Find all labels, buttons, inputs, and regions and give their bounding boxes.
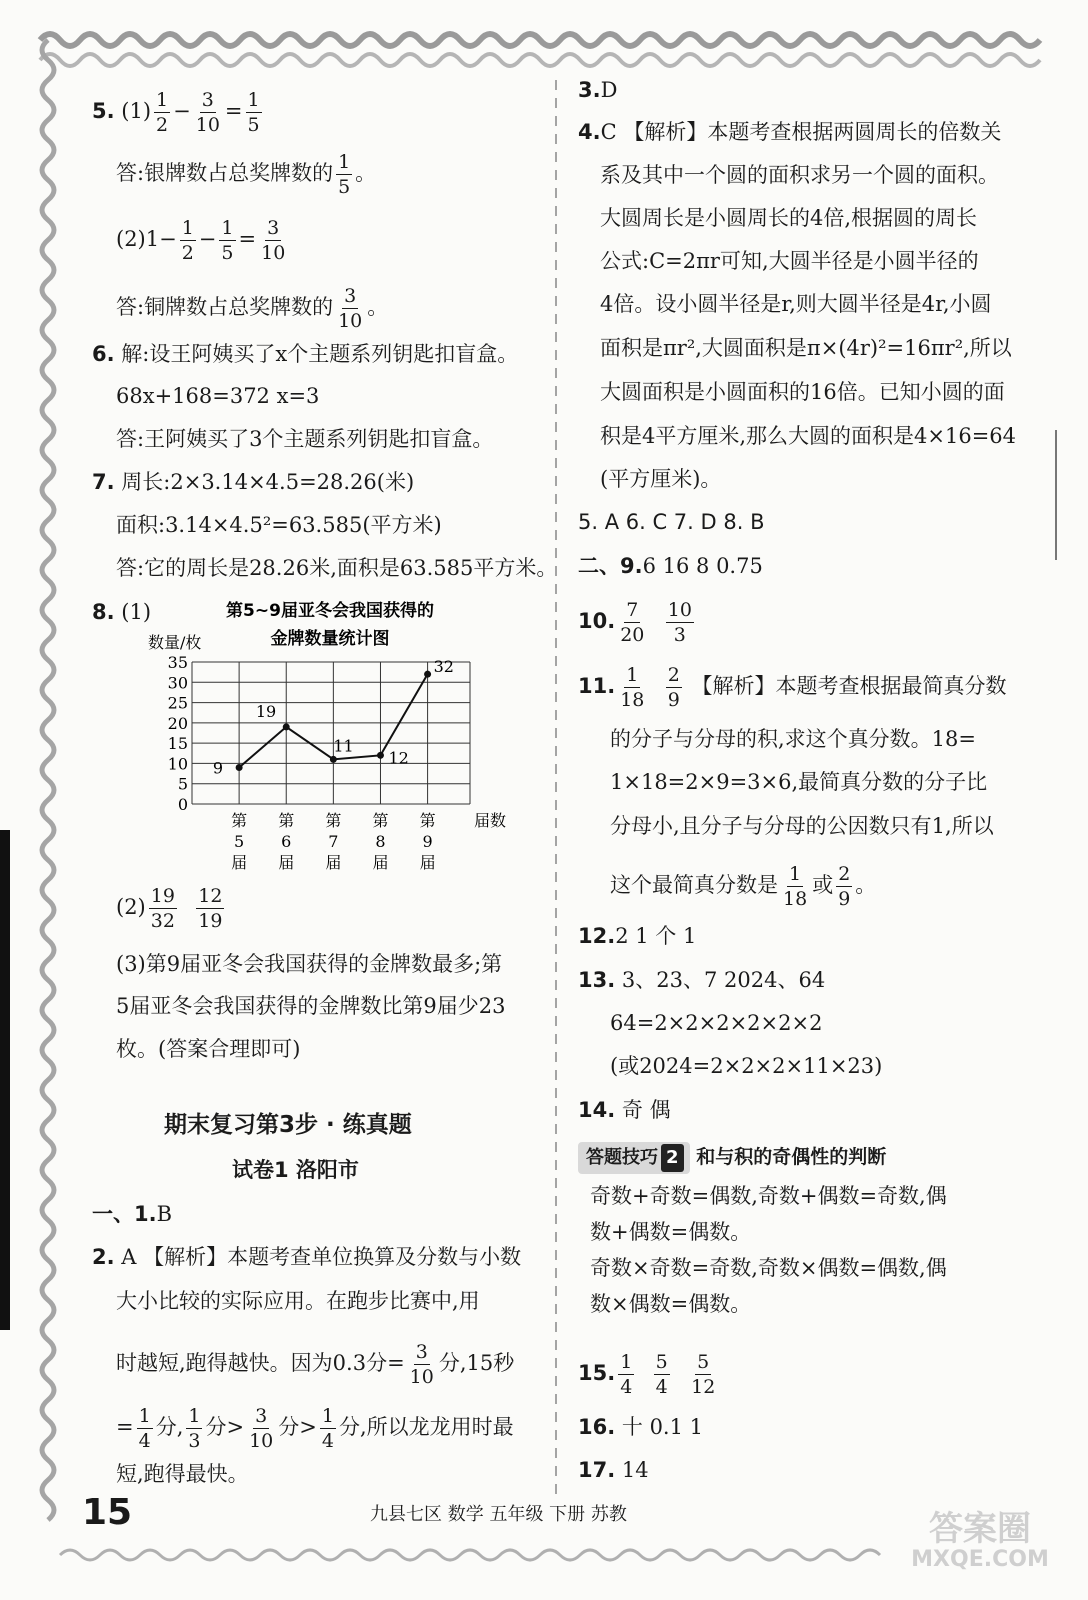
q4-line6: 面积是πr²,大圆面积是π×(4r)²=16πr²,所以 bbox=[600, 336, 1012, 360]
q4-line8: 积是4平方厘米,那么大圆的面积是4×16=64 bbox=[600, 424, 1017, 448]
fraction: $\frac{5}{4}$ bbox=[655, 1351, 668, 1398]
x-tick-label: 7 bbox=[328, 832, 339, 851]
q2-line4: = $\frac{1}{4}$ 分, $\frac{1}{3}$ 分> $\frac{3}{10}$ 分> $\frac{1}{4}$ 分,所以龙龙用时最 bbox=[116, 1405, 514, 1452]
fraction: $\frac{10}{3}$ bbox=[667, 599, 692, 646]
q2-line5: 短,跑得最快。 bbox=[116, 1462, 249, 1486]
tip-title: 和与积的奇偶性的判断 bbox=[696, 1146, 887, 1168]
q11-line4: 分母小,且分子与分母的公因数只有1,所以 bbox=[610, 814, 994, 838]
q5-8-answers: 5. A 6. C 7. D 8. B bbox=[578, 510, 765, 534]
tip-header bbox=[578, 1142, 886, 1174]
fraction: $\frac{5}{12}$ bbox=[691, 1351, 716, 1398]
x-tick-label: 届 bbox=[372, 853, 389, 872]
data-label: 11 bbox=[333, 736, 354, 756]
fraction: $\frac{1}{3}$ bbox=[188, 1405, 201, 1452]
y-tick-label: 35 bbox=[167, 653, 188, 672]
fraction: $\frac{3}{10}$ bbox=[261, 217, 286, 264]
q12: 12.2 1 个 1 bbox=[578, 924, 697, 948]
s1-q1: 一、1.B bbox=[92, 1202, 173, 1226]
y-tick-label: 20 bbox=[167, 713, 188, 733]
data-label: 9 bbox=[212, 758, 224, 778]
page-number: 15 bbox=[82, 1492, 133, 1533]
fraction: $\frac{2}{9}$ bbox=[838, 863, 851, 910]
q8-part3-line3: 枚。(答案合理即可) bbox=[116, 1037, 301, 1061]
y-tick-label: 5 bbox=[177, 774, 188, 794]
q5-part1-label: (1) bbox=[121, 99, 152, 123]
q4-line3: 大圆周长是小圆周长的4倍,根据圆的周长 bbox=[600, 206, 978, 230]
q7-line3: 答:它的周长是28.26米,面积是63.585平方米。 bbox=[116, 556, 558, 580]
fraction: $\frac{1}{4}$ bbox=[138, 1405, 151, 1452]
fraction: $\frac{1}{18}$ bbox=[783, 863, 808, 910]
q7-number: 7. bbox=[92, 470, 115, 494]
fraction: $\frac{2}{9}$ bbox=[667, 664, 680, 711]
fraction: $\frac{1}{5}$ bbox=[338, 151, 351, 198]
q2-line3: 时越短,跑得越快。因为0.3分= $\frac{3}{10}$ 分,15秒 bbox=[116, 1341, 515, 1388]
fraction: $\frac{3}{10}$ bbox=[249, 1405, 274, 1452]
chart-title: 第5~9届亚冬会我国获得的 bbox=[226, 601, 434, 621]
q5-number: 5. bbox=[92, 99, 115, 123]
q10: 10. $\frac{7}{20}$ $\frac{10}{3}$ bbox=[578, 599, 692, 646]
q11-line1: 11. $\frac{1}{18}$ $\frac{2}{9}$ 【解析】本题考查根据最简真分数 bbox=[578, 664, 1007, 711]
x-tick-label: 第 bbox=[372, 811, 389, 830]
q4-line2: 系及其中一个圆的面积求另一个圆的面积。 bbox=[600, 163, 999, 187]
q2-line1: 2. A 【解析】本题考查单位换算及分数与小数 bbox=[92, 1245, 522, 1269]
q11-line2: 的分子与分母的积,求这个真分数。18= bbox=[610, 727, 976, 751]
q15: 15. $\frac{1}{4}$ $\frac{5}{4}$ $\frac{5}{12}$ bbox=[578, 1351, 716, 1398]
s2-q9: 二、9.6 16 8 0.75 bbox=[578, 554, 763, 578]
q13-line3: (或2024=2×2×2×11×23) bbox=[610, 1054, 883, 1078]
x-tick-label: 届 bbox=[325, 853, 342, 872]
x-tick-label: 第 bbox=[231, 811, 248, 830]
q13-line2: 64=2×2×2×2×2×2 bbox=[610, 1011, 823, 1035]
section-title: 期末复习第3步 · 练真题 bbox=[164, 1112, 412, 1138]
q3: 3.D bbox=[578, 78, 618, 102]
fraction: $\frac{1}{5}$ bbox=[247, 89, 260, 136]
q11-line3: 1×18=2×9=3×6,最简真分数的分子比 bbox=[610, 770, 988, 794]
tip-badge: 答题技巧 2 bbox=[578, 1142, 690, 1174]
x-tick-label: 届 bbox=[278, 853, 295, 872]
fraction: $\frac{3}{10}$ bbox=[409, 1341, 434, 1388]
x-tick-label: 第 bbox=[278, 811, 295, 830]
watermark: 答案圈 MXQE.COM bbox=[911, 1509, 1049, 1572]
q8-part3-line1: (3)第9届亚冬会我国获得的金牌数最多;第 bbox=[116, 952, 503, 976]
fraction: $\frac{1}{2}$ bbox=[181, 217, 194, 264]
x-tick-label: 5 bbox=[234, 832, 245, 851]
q8-part1: 8. (1) bbox=[92, 600, 152, 624]
tip-line4: 数×偶数=偶数。 bbox=[590, 1292, 752, 1316]
q6-line3: 答:王阿姨买了3个主题系列钥匙扣盲盒。 bbox=[116, 427, 494, 451]
chart-xlabel: 届数 bbox=[474, 811, 507, 830]
tip-line3: 奇数×奇数=奇数,奇数×偶数=偶数,偶 bbox=[590, 1256, 947, 1280]
q6-line1: 6. 解:设王阿姨买了x个主题系列钥匙扣盲盒。 bbox=[92, 342, 519, 366]
q7-line2: 面积:3.14×4.5²=63.585(平方米) bbox=[116, 513, 442, 537]
fraction: $\frac{12}{19}$ bbox=[198, 885, 223, 932]
data-point bbox=[424, 671, 431, 678]
tip-line1: 奇数+奇数=偶数,奇数+偶数=奇数,偶 bbox=[590, 1184, 947, 1208]
x-tick-label: 第 bbox=[325, 811, 342, 830]
y-tick-label: 15 bbox=[167, 734, 188, 754]
q14: 14. 奇 偶 bbox=[578, 1098, 671, 1122]
paper-title: 试卷1 洛阳市 bbox=[232, 1158, 359, 1182]
q5-answer1: 答:银牌数占总奖牌数的 $\frac{1}{5}$ 。 bbox=[116, 151, 377, 198]
gold-medal-line-chart bbox=[140, 596, 520, 872]
fraction: $\frac{3}{10}$ bbox=[338, 285, 363, 332]
data-label: 32 bbox=[433, 657, 454, 677]
q6-number: 6. bbox=[92, 342, 115, 366]
fraction: $\frac{1}{4}$ bbox=[620, 1351, 633, 1398]
y-tick-label: 10 bbox=[167, 754, 188, 774]
tip-line2: 数+偶数=偶数。 bbox=[590, 1220, 752, 1244]
q4-line9: (平方厘米)。 bbox=[600, 467, 722, 491]
q8-part2: (2) $\frac{19}{32}$ $\frac{12}{19}$ bbox=[116, 885, 223, 932]
y-tick-label: 25 bbox=[167, 693, 188, 713]
q4-line5: 4倍。设小圆半径是r,则大圆半径是4r,小圆 bbox=[600, 292, 992, 316]
x-tick-label: 届 bbox=[231, 853, 248, 872]
data-label: 12 bbox=[388, 748, 409, 768]
q17: 17. 14 bbox=[578, 1458, 649, 1482]
fraction: $\frac{7}{20}$ bbox=[620, 599, 645, 646]
data-label: 19 bbox=[255, 701, 277, 721]
data-point bbox=[283, 723, 290, 730]
q5-answer2: 答:铜牌数占总奖牌数的 $\frac{3}{10}$ 。 bbox=[116, 285, 389, 332]
q5-part2: (2)1− $\frac{1}{2}$ − $\frac{1}{5}$ = $\frac{3}{10}$ bbox=[116, 217, 286, 264]
footer-text: 九县七区 数学 五年级 下册 苏教 bbox=[370, 1504, 627, 1525]
q4-line4: 公式:C=2πr可知,大圆半径是小圆半径的 bbox=[600, 249, 979, 273]
fraction: $\frac{3}{10}$ bbox=[195, 89, 220, 136]
q8-part3-line2: 5届亚冬会我国获得的金牌数比第9届少23 bbox=[116, 994, 506, 1018]
q4-number: 4. bbox=[578, 120, 601, 144]
y-tick-label: 30 bbox=[167, 673, 188, 693]
q2-line2: 大小比较的实际应用。在跑步比赛中,用 bbox=[116, 1289, 480, 1313]
q4-line7: 大圆面积是小圆面积的16倍。已知小圆的面 bbox=[600, 380, 1005, 404]
fraction: $\frac{1}{5}$ bbox=[221, 217, 234, 264]
y-tick-label: 0 bbox=[177, 795, 188, 814]
x-tick-label: 8 bbox=[375, 832, 386, 851]
data-point bbox=[377, 752, 384, 759]
data-point bbox=[330, 756, 337, 763]
q6-line2: 68x+168=372 x=3 bbox=[116, 384, 320, 408]
q4-line1: 4.C 【解析】本题考查根据两圆周长的倍数关 bbox=[578, 120, 1002, 144]
fraction: $\frac{19}{32}$ bbox=[150, 885, 175, 932]
data-point bbox=[236, 764, 243, 771]
fraction: $\frac{1}{2}$ bbox=[156, 89, 169, 136]
x-tick-label: 届 bbox=[419, 853, 436, 872]
x-tick-label: 第 bbox=[419, 811, 436, 830]
q11-line5: 这个最简真分数是 $\frac{1}{18}$ 或 $\frac{2}{9}$ 。 bbox=[610, 863, 877, 910]
fraction: $\frac{1}{18}$ bbox=[620, 664, 645, 711]
chart-ylabel: 数量/枚 bbox=[148, 633, 202, 652]
x-tick-label: 6 bbox=[281, 832, 292, 851]
q8-number: 8. bbox=[92, 600, 115, 624]
q2-number: 2. bbox=[92, 1245, 115, 1269]
q16: 16. 十 0.1 1 bbox=[578, 1415, 703, 1439]
chart-subtitle: 金牌数量统计图 bbox=[270, 629, 390, 649]
fraction: $\frac{1}{4}$ bbox=[321, 1405, 334, 1452]
q7-line1: 7. 周长:2×3.14×4.5=28.26(米) bbox=[92, 470, 415, 494]
q5-part1: 5. (1) $\frac{1}{2}$ − $\frac{3}{10}$ = $\frac{1}{5}$ bbox=[92, 89, 260, 136]
x-tick-label: 9 bbox=[422, 832, 433, 851]
q13-line1: 13. 3、23、7 2024、64 bbox=[578, 968, 826, 992]
